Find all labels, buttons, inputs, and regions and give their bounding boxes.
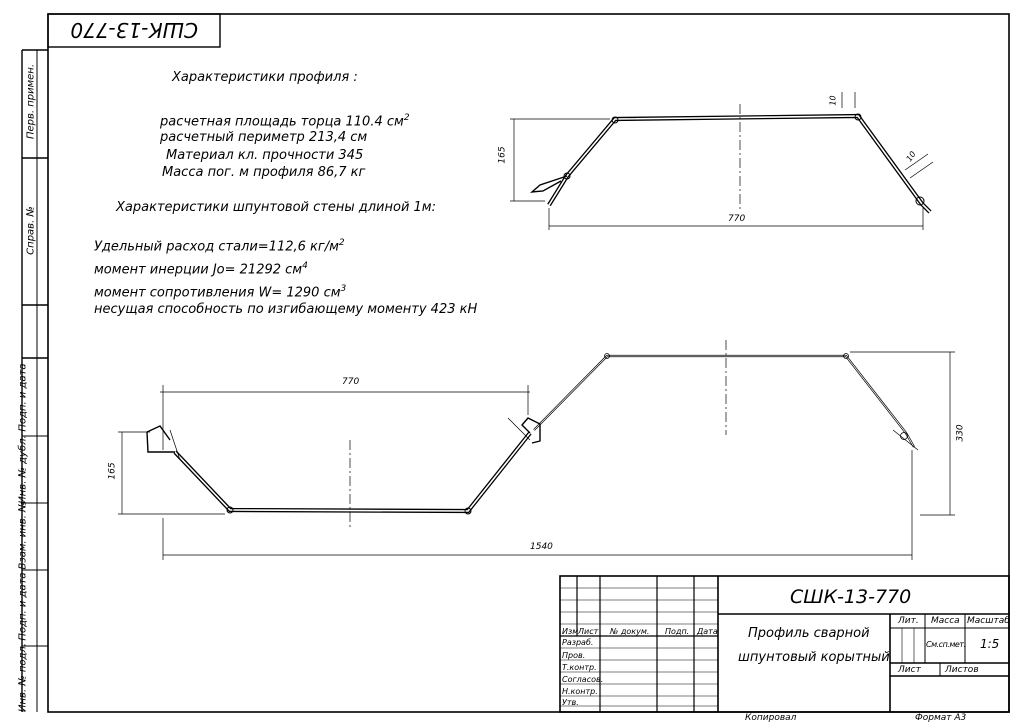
tb-h-doc: № докум. [610, 627, 650, 636]
dim-bottom-half: 770 [342, 377, 360, 387]
tb-h-list: Лист [578, 627, 599, 636]
stamp-top-text: СШК-13-770 [70, 18, 198, 42]
tb-h-data: Дата [697, 627, 718, 636]
tb-role-soglas: Согласов. [562, 675, 604, 684]
tb-role-nkontr: Н.контр. [562, 687, 598, 696]
tb-name-2: шпунтовый корытный [738, 650, 890, 665]
profile-mass: Масса пог. м профиля 86,7 кг [162, 165, 366, 180]
dim-bottom-total: 1540 [530, 542, 553, 552]
tb-massa-val: См.сп.мет. [926, 640, 966, 649]
tb-sheet: Лист [898, 665, 921, 675]
dim-bottom-right-height: 330 [955, 424, 966, 442]
tb-scale-val: 1:5 [980, 637, 1000, 651]
side-label-invdubl: Инв. № дубл. [17, 435, 29, 504]
side-label-podp2: Подп. и дата [17, 572, 29, 641]
dim-bottom-left-height: 165 [107, 462, 118, 480]
tb-name-1: Профиль сварной [748, 626, 870, 641]
side-label-vzam: Взам. инв. № [17, 501, 29, 570]
wall-chars-title: Характеристики шпунтовой стены длиной 1м: [116, 200, 436, 215]
dim-top-thick1: 10 [828, 95, 838, 106]
tb-role-tkontr: Т.контр. [562, 663, 597, 672]
side-label-sprav: Справ. № [25, 206, 37, 255]
tb-designation: СШК-13-770 [790, 586, 912, 608]
dim-top-height: 165 [497, 146, 508, 164]
profile-top [532, 114, 930, 212]
tb-masshtab: Масштаб [967, 616, 1010, 626]
profile-area: расчетная площадь торца 110.4 $см^2$ [160, 113, 410, 130]
wall-resist: момент сопротивления W= 1290 $см^3$ [94, 284, 347, 301]
tb-role-utv: Утв. [562, 698, 579, 707]
wall-capacity: несущая способность по изгибающему моменту 423 кН [94, 302, 478, 317]
side-label-perv: Перв. примен. [25, 63, 37, 140]
profile-perimeter: расчетный периметр 213,4 см [160, 130, 368, 145]
tb-copied: Копировал [745, 713, 797, 723]
tb-format: Формат А3 [915, 713, 967, 723]
profile-bottom [147, 354, 914, 515]
tb-role-prov: Пров. [562, 651, 586, 660]
dim-top-thick2: 10 [904, 149, 918, 164]
profile-material: Материал кл. прочности 345 [166, 148, 364, 163]
side-label-invpodl: Инв. № подл. [17, 643, 29, 712]
profile-chars-title: Характеристики профиля : [172, 70, 358, 85]
tb-massa: Масса [931, 616, 960, 626]
dimensions-bottom [118, 340, 955, 560]
wall-inertia: момент инерции Jo= 21292 $см^4$ [94, 261, 308, 278]
side-label-podp1: Подп. и дата [17, 363, 29, 432]
dimensions-top [510, 92, 933, 230]
tb-h-izm: Изм [562, 627, 579, 636]
dim-top-width: 770 [728, 214, 746, 224]
tb-sheets: Листов [945, 665, 979, 675]
tb-h-podp: Подп. [665, 627, 690, 636]
tb-lit: Лит. [898, 616, 919, 626]
tb-role-razrab: Разраб. [562, 638, 594, 647]
wall-steel: Удельный расход стали=112,6 $кг/м^2$ [94, 238, 345, 255]
